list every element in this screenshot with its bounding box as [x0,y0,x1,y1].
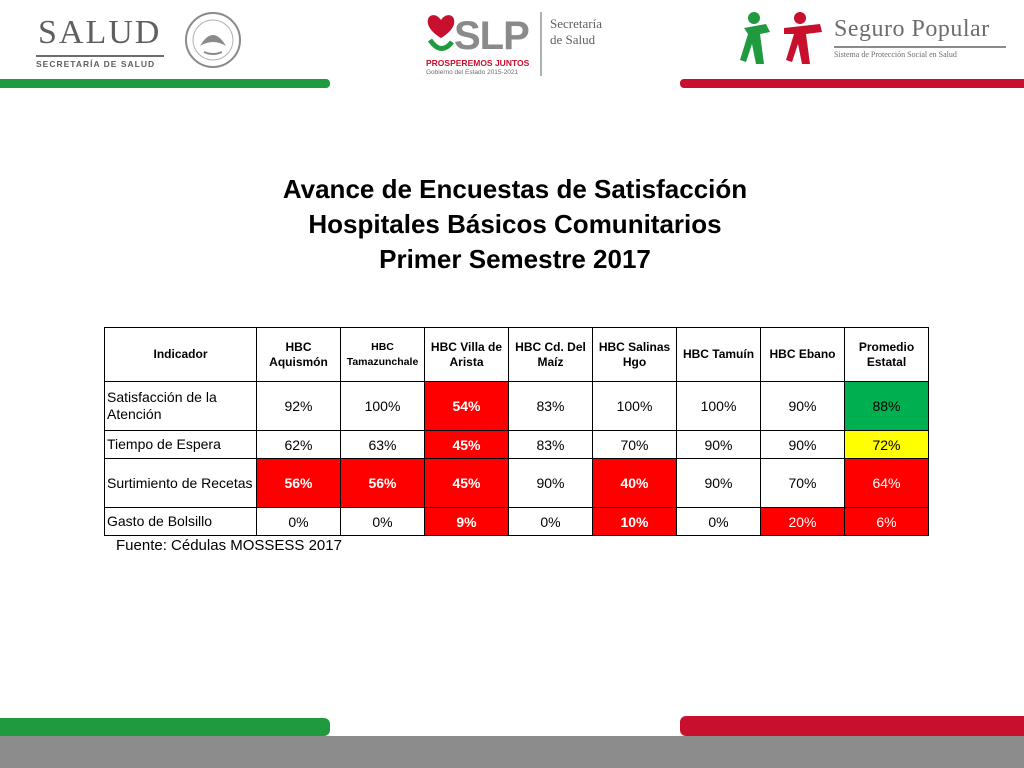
seguro-popular-title: Seguro Popular [834,16,990,42]
row-indicator: Tiempo de Espera [105,431,257,459]
slp-secretaria-line2: de Salud [550,32,596,47]
salud-underline [36,55,164,57]
table-cell: 40% [593,459,677,508]
table-cell: 64% [845,459,929,508]
satisfaction-table [104,327,929,536]
slp-logo [424,10,624,80]
top-red-bar [680,79,1024,88]
table-cell: 100% [677,382,761,431]
table-cell: 90% [677,431,761,459]
table-cell: 90% [761,382,845,431]
table-cell: 6% [845,508,929,536]
slp-tagline: PROSPEREMOS JUNTOS [426,58,530,68]
header-tamazunchale: HBC Tamazunchale [341,328,425,382]
slide-title [0,172,1024,277]
slp-heart-icon [426,12,456,56]
table-cell: 88% [845,382,929,431]
header-tamuin: HBC Tamuín [677,328,761,382]
table-row [105,431,929,459]
table-cell: 100% [593,382,677,431]
bottom-green-bar [0,718,330,736]
seguro-popular-subtitle: Sistema de Protección Social en Salud [834,50,957,59]
header-villa-de-arista: HBC Villa de Arista [425,328,509,382]
table-cell: 62% [257,431,341,459]
mexico-seal-icon [176,10,250,70]
title-line-2: Hospitales Básicos Comunitarios [308,209,722,239]
seguro-popular-logo [740,10,1012,76]
seguro-popular-underline [834,46,1006,48]
header-cd-del-maiz: HBC Cd. Del Maíz [509,328,593,382]
table-cell: 0% [341,508,425,536]
seguro-popular-figures-icon [740,10,832,68]
title-line-1: Avance de Encuestas de Satisfacción [282,174,748,204]
table-cell: 90% [509,459,593,508]
table-row [105,382,929,431]
table-cell: 0% [509,508,593,536]
salud-subtitle: SECRETARÍA DE SALUD [36,59,156,69]
salud-wordmark: SALUD [38,14,162,51]
header-indicador: Indicador [105,328,257,382]
table-cell: 45% [425,459,509,508]
table-cell: 0% [677,508,761,536]
slp-secretaria [550,16,602,48]
table-cell: 70% [593,431,677,459]
table-row [105,508,929,536]
title-line-3: Primer Semestre 2017 [379,244,651,274]
slp-government: Gobierno del Estado 2015-2021 [426,69,519,76]
footer-band [0,736,1024,768]
row-indicator: Satisfacción de la Atención [105,382,257,431]
table-cell: 90% [761,431,845,459]
row-indicator: Gasto de Bolsillo [105,508,257,536]
table-cell: 45% [425,431,509,459]
slp-wordmark: SLP [454,14,529,58]
table-cell: 56% [257,459,341,508]
header-ebano: HBC Ebano [761,328,845,382]
table-cell: 100% [341,382,425,431]
bottom-red-bar [680,716,1024,736]
table-cell: 72% [845,431,929,459]
table-cell: 83% [509,382,593,431]
header-salinas-hgo: HBC Salinas Hgo [593,328,677,382]
table-cell: 10% [593,508,677,536]
slp-secretaria-line1: Secretaría [550,16,602,31]
table-cell: 70% [761,459,845,508]
table-cell: 0% [257,508,341,536]
table-cell: 9% [425,508,509,536]
row-indicator: Surtimiento de Recetas [105,459,257,508]
table-cell: 54% [425,382,509,431]
table-cell: 92% [257,382,341,431]
source-note: Fuente: Cédulas MOSSESS 2017 [116,537,342,554]
slp-divider [540,12,542,76]
table-cell: 20% [761,508,845,536]
table-cell: 56% [341,459,425,508]
header-promedio-estatal: Promedio Estatal [845,328,929,382]
table-cell: 63% [341,431,425,459]
table-cell: 83% [509,431,593,459]
header-aquismon: HBC Aquismón [257,328,341,382]
salud-logo [18,10,263,72]
table-row [105,459,929,508]
table-header-row [105,328,929,382]
top-green-bar [0,79,330,88]
table-cell: 90% [677,459,761,508]
